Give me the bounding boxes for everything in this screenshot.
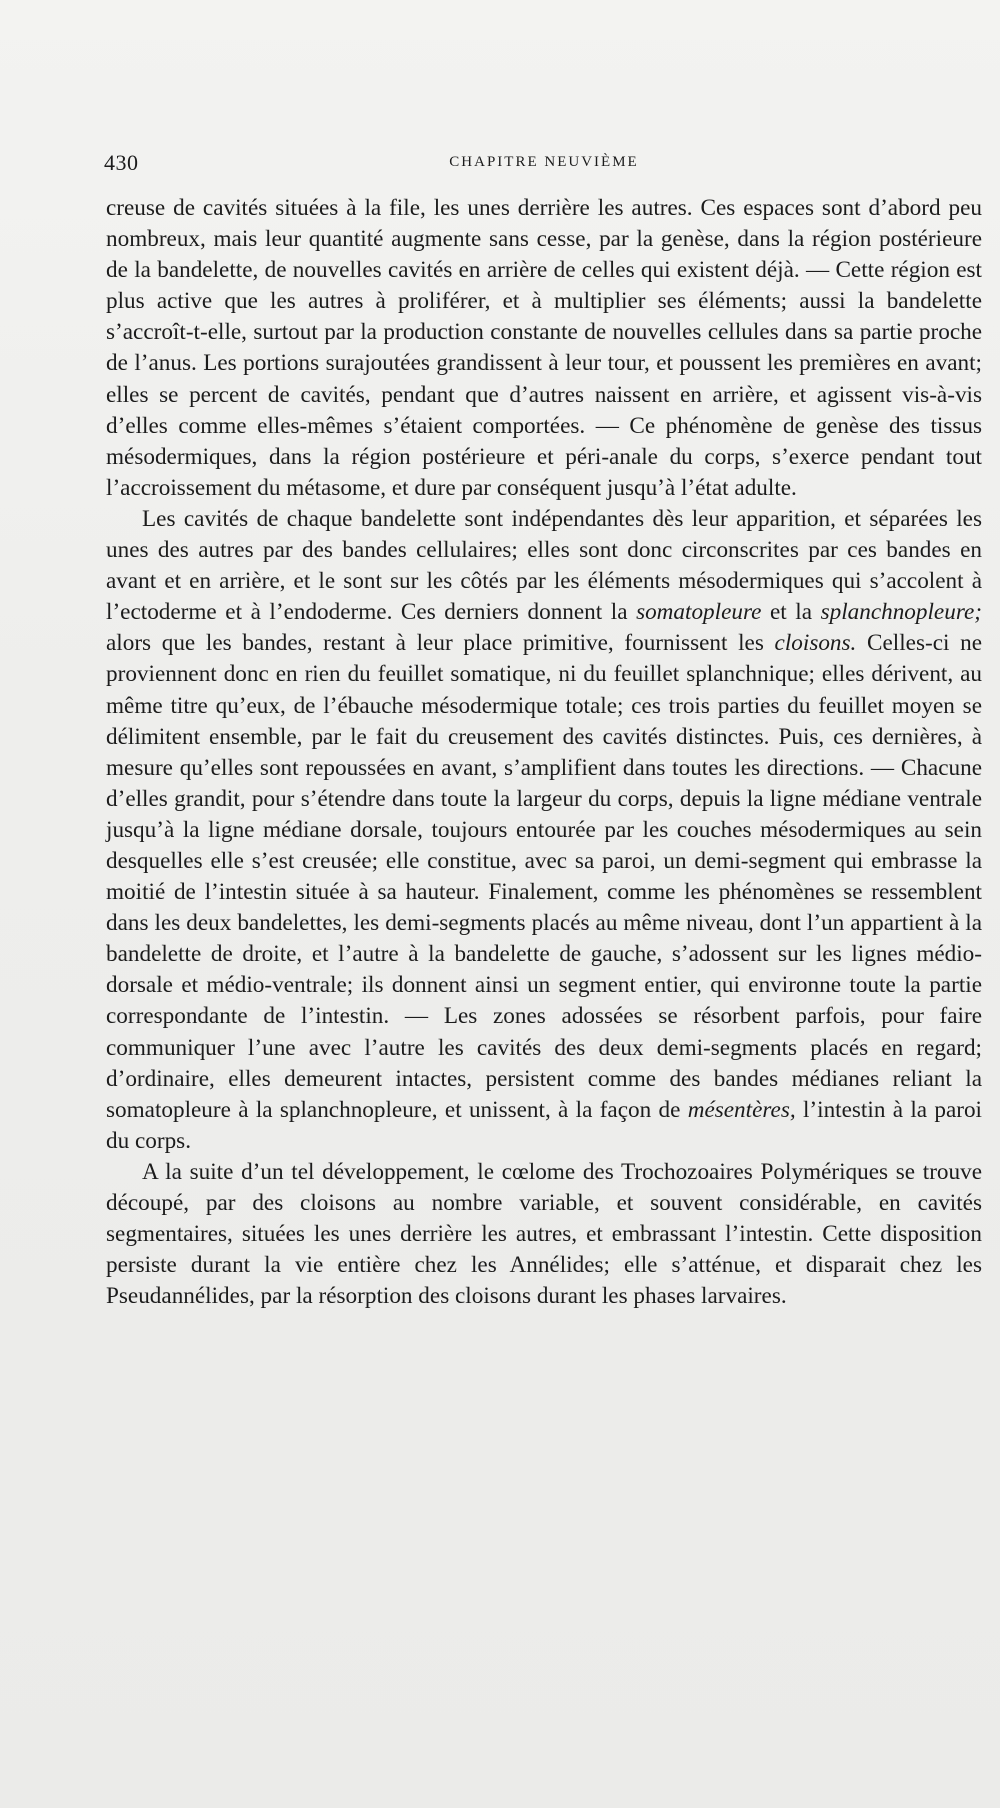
paragraph-2-text-b: et la [761,599,821,626]
paragraph-3-text: A la suite d’un tel développement, le cœlome des Trochozoaires Polymériques se trouve découpé, par des cloisons au nombre variable, et souvent considérable, en cavités segmentaires, situées les unes derrière les autres, et embrassant l’intestin. Cette disposition persiste durant la vie entière chez les Annélides; elle s’atténue, et disparait chez les Pseudannélides, par la résorption des cloisons durant les phases larvaires. [106,1158,982,1310]
paragraph-2-text-e: l’intestin à la paroi du corps. [106,1096,982,1154]
page-number: 430 [104,150,139,175]
paragraph-3 [106,1157,982,1312]
paragraph-1-text: creuse de cavités situées à la file, les unes derrière les autres. Ces espaces sont d’abord peu nombreux, mais leur quantité augmente sans cesse, par la genèse, dans la région postérieure de la bandelette, de nouvelles cavités en arrière de celles qui existent déjà. — Cette région est plus active que les autres à proliférer, et à multiplier ses éléments; aussi la bandelette s’accroît-t-elle, surtout par la production constante de nouvelles cellules dans sa partie proche de l’anus. Les portions surajoutées grandissent à leur tour, et poussent les premières en avant; elles se percent de cavités, pendant que d’autres naissent en arrière, et agissent vis-à-vis d’elles comme elles-mêmes s’étaient comportées. — Ce phénomène de genèse des tissus mésodermiques, dans la région postérieure et péri-anale du corps, s’exerce pendant tout l’accroissement du métasome, et dure par conséquent jusqu’à l’état adulte. [106,195,982,501]
running-head: CHAPITRE NEUVIÈME [449,154,639,170]
body-text [106,193,982,1312]
paragraph-2-text-d: Celles-ci ne proviennent donc en rien du feuillet somatique, ni du feuillet splanchnique; elles dérivent, au même titre qu’eux, de l’ébauche mésodermique totale; ces trois parties du feuillet moyen se délimitent ensemble, par le fait du creusement des cavités distinctes. Puis, ces dernières, à mesure qu’elles sont repoussées en avant, s’amplifient dans toutes les directions. — Chacune d’elles grandit, pour s’étendre dans toute la largeur du corps, depuis la ligne médiane ventrale jusqu’à la ligne médiane dorsale, toujours entourée par les couches mésodermiques au sein desquelles elle s’est creusée; elle constitue, avec sa paroi, un demi-segment qui embrasse la moitié de l’intestin située à sa hauteur. Finalement, comme les phénomènes se ressemblent dans les deux bandelettes, les demi-segments placés au même niveau, dont l’un appartient à la bandelette de droite, et l’autre à la bandelette de gauche, s’adossent sur les lignes médio-dorsale et médio-ventrale; ils donnent ainsi un segment entier, qui environne toute la partie correspondante de l’intestin. — Les zones adossées se résorbent parfois, pour faire communiquer l’une avec l’autre les cavités des deux demi-segments placés en regard; d’ordinaire, elles demeurent intactes, persistent comme des bandes médianes reliant la somatopleure à la splanchnopleure, et unissent, à la façon de [106,630,982,1123]
paragraph-2 [106,504,982,1157]
paragraph-2-text-a: Les cavités de chaque bandelette sont indépendantes dès leur apparition, et séparées les unes des autres par des bandes cellulaires; elles sont donc circonscrites par ces bandes en avant et en arrière, et le sont sur les côtés par les éléments mésodermiques qui s’accolent à l’ectoderme et à l’endoderme. Ces derniers donnent la [106,505,982,626]
paragraph-1 [106,193,982,504]
page-header [104,150,984,180]
term-cloisons: cloisons. [774,630,857,657]
term-somatopleure: somatopleure [636,599,762,626]
term-splanchnopleure: splanchnopleure; [820,599,982,626]
term-mesenteres: mésentères, [687,1096,796,1123]
paragraph-2-text-c: alors que les bandes, restant à leur place primitive, fournissent les [106,630,775,657]
